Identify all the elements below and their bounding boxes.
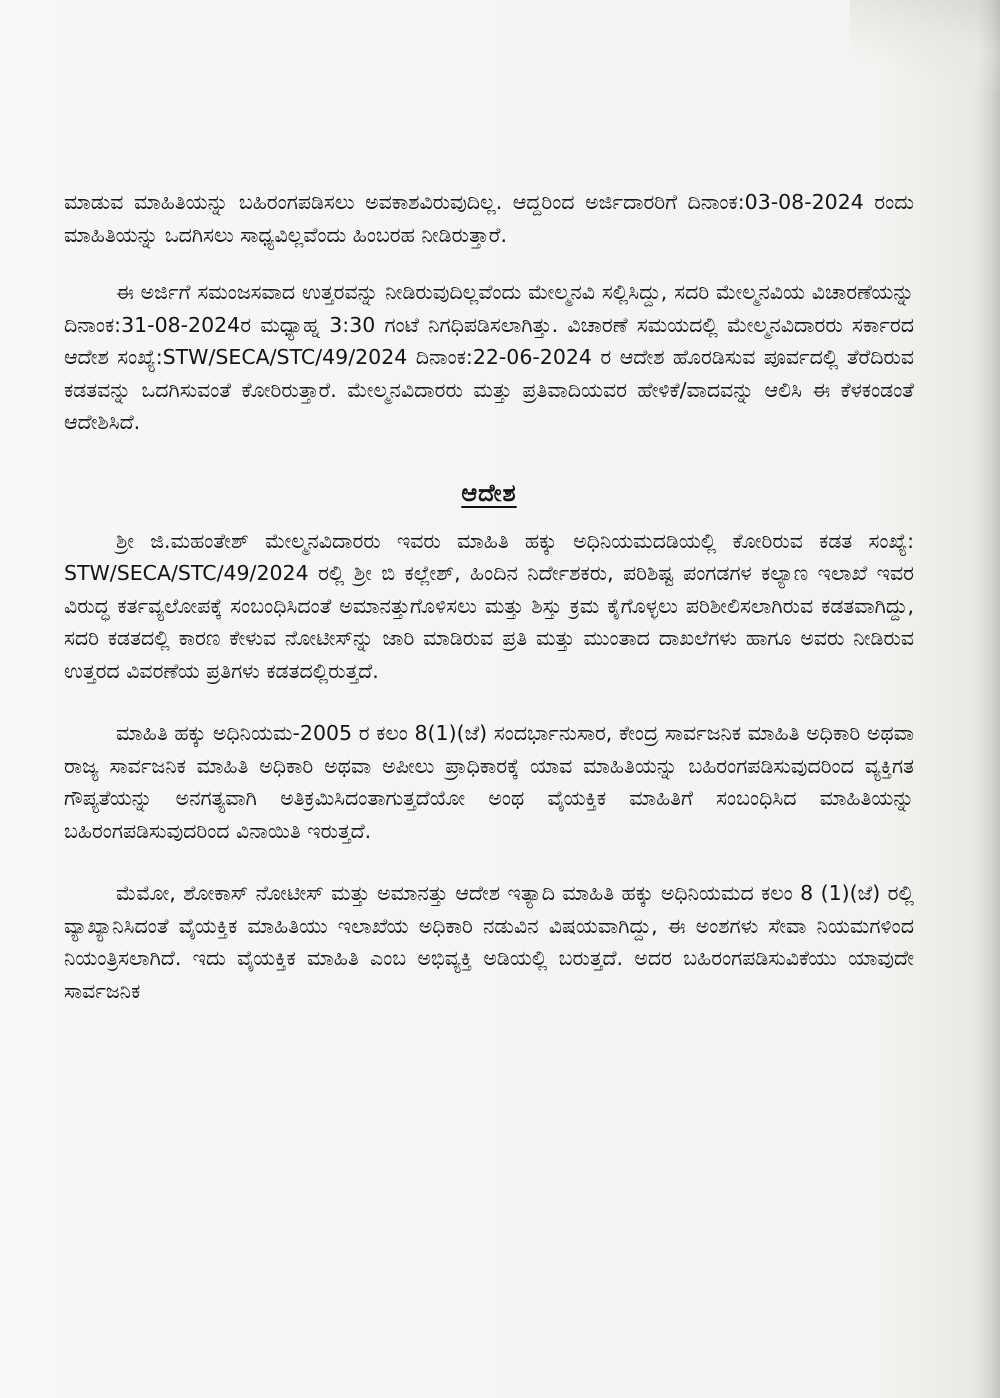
paragraph-intro: ಮಾಡುವ ಮಾಹಿತಿಯನ್ನು ಬಹಿರಂಗಪಡಿಸಲು ಅವಕಾಶವಿರುವುದಿಲ್ಲ. ಆದ್ದರಿಂದ ಅರ್ಜಿದಾರರಿಗೆ ದಿನಾಂಕ:03-08-2024 ರಂದು ಮಾಹಿತಿಯನ್ನು ಒದಗಿಸಲು ಸಾಧ್ಯವಿಲ್ಲವೆಂದು ಹಿಂಬರಹ ನೀಡಿರುತ್ತಾರೆ. — [64, 190, 914, 247]
order-heading: ಆದೇಶ — [461, 478, 517, 507]
paragraph-personal-information: ಮೆಮೋ, ಶೋಕಾಸ್ ನೋಟೀಸ್ ಮತ್ತು ಅಮಾನತ್ತು ಆದೇಶ ಇತ್ಯಾದಿ ಮಾಹಿತಿ ಹಕ್ಕು ಅಧಿನಿಯಮದ ಕಲಂ 8 (1)(ಜೆ) ರಲ್ಲಿ ವ್ಯಾಖ್ಯಾನಿಸಿದಂತೆ ವೈಯಕ್ತಿಕ ಮಾಹಿತಿಯು ಇಲಾಖೆಯ ಅಧಿಕಾರಿ ನಡುವಿನ ವಿಷಯವಾಗಿದ್ದು, ಈ ಅಂಶಗಳು ಸೇವಾ ನಿಯಮಗಳಿಂದ ನಿಯಂತ್ರಿಸಲಾಗಿದೆ. ಇದು ವೈಯಕ್ತಿಕ ಮಾಹಿತಿ ಎಂಬ ಅಭಿವ್ಯಕ್ತಿ ಅಡಿಯಲ್ಲಿ ಬರುತ್ತದೆ. ಅದರ ಬಹಿರಂಗಪಡಿಸುವಿಕೆಯು ಯಾವುದೇ ಸಾರ್ವಜನಿಕ — [64, 881, 914, 1003]
paragraph-appeal-hearing: ಈ ಅರ್ಜಿಗೆ ಸಮಂಜಸವಾದ ಉತ್ತರವನ್ನು ನೀಡಿರುವುದಿಲ್ಲವೆಂದು ಮೇಲ್ಮನವಿ ಸಲ್ಲಿಸಿದ್ದು, ಸದರಿ ಮೇಲ್ಮನವಿಯ ವಿಚಾರಣೆಯನ್ನು ದಿನಾಂಕ:31-08-2024ರ ಮಧ್ಯಾಹ್ನ 3:30 ಗಂಟೆ ನಿಗಧಿಪಡಿಸಲಾಗಿತ್ತು. ವಿಚಾರಣೆ ಸಮಯದಲ್ಲಿ ಮೇಲ್ಮನವಿದಾರರು ಸರ್ಕಾರದ ಆದೇಶ ಸಂಖ್ಯೆ:STW/SECA/STC/49/2024 ದಿನಾಂಕ:22-06-2024 ರ ಆದೇಶ ಹೊರಡಿಸುವ ಪೂರ್ವದಲ್ಲಿ ತೆರೆದಿರುವ ಕಡತವನ್ನು ಒದಗಿಸುವಂತೆ ಕೋರಿರುತ್ತಾರೆ. ಮೇಲ್ಮನವಿದಾರರು ಮತ್ತು ಪ್ರತಿವಾದಿಯವರ ಹೇಳಿಕೆ/ವಾದವನ್ನು ಆಲಿಸಿ ಈ ಕೆಳಕಂಡಂತೆ ಆದೇಶಿಸಿದೆ. — [64, 280, 914, 434]
paragraph-order-file-details: ಶ್ರೀ ಜಿ.ಮಹಂತೇಶ್ ಮೇಲ್ಮನವಿದಾರರು ಇವರು ಮಾಹಿತಿ ಹಕ್ಕು ಅಧಿನಿಯಮದಡಿಯಲ್ಲಿ ಕೋರಿರುವ ಕಡತ ಸಂಖ್ಯೆ: STW/SECA/STC/49/2024 ರಲ್ಲಿ ಶ್ರೀ ಬಿ ಕಲ್ಲೇಶ್, ಹಿಂದಿನ ನಿರ್ದೇಶಕರು, ಪರಿಶಿಷ್ಟ ಪಂಗಡಗಳ ಕಲ್ಯಾಣ ಇಲಾಖೆ ಇವರ ವಿರುದ್ಧ ಕರ್ತವ್ಯಲೋಪಕ್ಕೆ ಸಂಬಂಧಿಸಿದಂತೆ ಅಮಾನತ್ತುಗೊಳಿಸಲು ಮತ್ತು ಶಿಸ್ತು ಕ್ರಮ ಕೈಗೊಳ್ಳಲು ಪರಿಶೀಲಿಸಲಾಗಿರುವ ಕಡತವಾಗಿದ್ದು, ಸದರಿ ಕಡತದಲ್ಲಿ ಕಾರಣ ಕೇಳುವ ನೋಟೀಸ್‌ನ್ನು ಜಾರಿ ಮಾಡಿರುವ ಪ್ರತಿ ಮತ್ತು ಮುಂತಾದ ದಾಖಲೆಗಳು ಹಾಗೂ ಅವರು ನೀಡಿರುವ ಉತ್ತರದ ವಿವರಣೆಯ ಪ್ರತಿಗಳು ಕಡತದಲ್ಲಿರುತ್ತದೆ. — [64, 528, 914, 683]
document-body — [64, 186, 914, 1007]
paragraph-rti-section-8: ಮಾಹಿತಿ ಹಕ್ಕು ಅಧಿನಿಯಮ-2005 ರ ಕಲಂ 8(1)(ಜೆ) ಸಂದರ್ಭಾನುಸಾರ, ಕೇಂದ್ರ ಸಾರ್ವಜನಿಕ ಮಾಹಿತಿ ಅಧಿಕಾರಿ ಅಥವಾ ರಾಜ್ಯ ಸಾರ್ವಜನಿಕ ಮಾಹಿತಿ ಅಧಿಕಾರಿ ಅಥವಾ ಅಪೀಲು ಪ್ರಾಧಿಕಾರಕ್ಕೆ ಯಾವ ಮಾಹಿತಿಯನ್ನು ಬಹಿರಂಗಪಡಿಸುವುದರಿಂದ ವ್ಯಕ್ತಿಗತ ಗೌಪ್ಯತೆಯನ್ನು ಅನಗತ್ಯವಾಗಿ ಅತಿಕ್ರಮಿಸಿದಂತಾಗುತ್ತದೆಯೋ ಅಂಥ ವೈಯಕ್ತಿಕ ಮಾಹಿತಿಗೆ ಸಂಬಂಧಿಸಿದ ಮಾಹಿತಿಯನ್ನು ಬಹಿರಂಗಪಡಿಸುವುದರಿಂದ ವಿನಾಯಿತಿ ಇರುತ್ತದೆ. — [64, 721, 914, 843]
page-edge-shadow — [978, 0, 1000, 1398]
